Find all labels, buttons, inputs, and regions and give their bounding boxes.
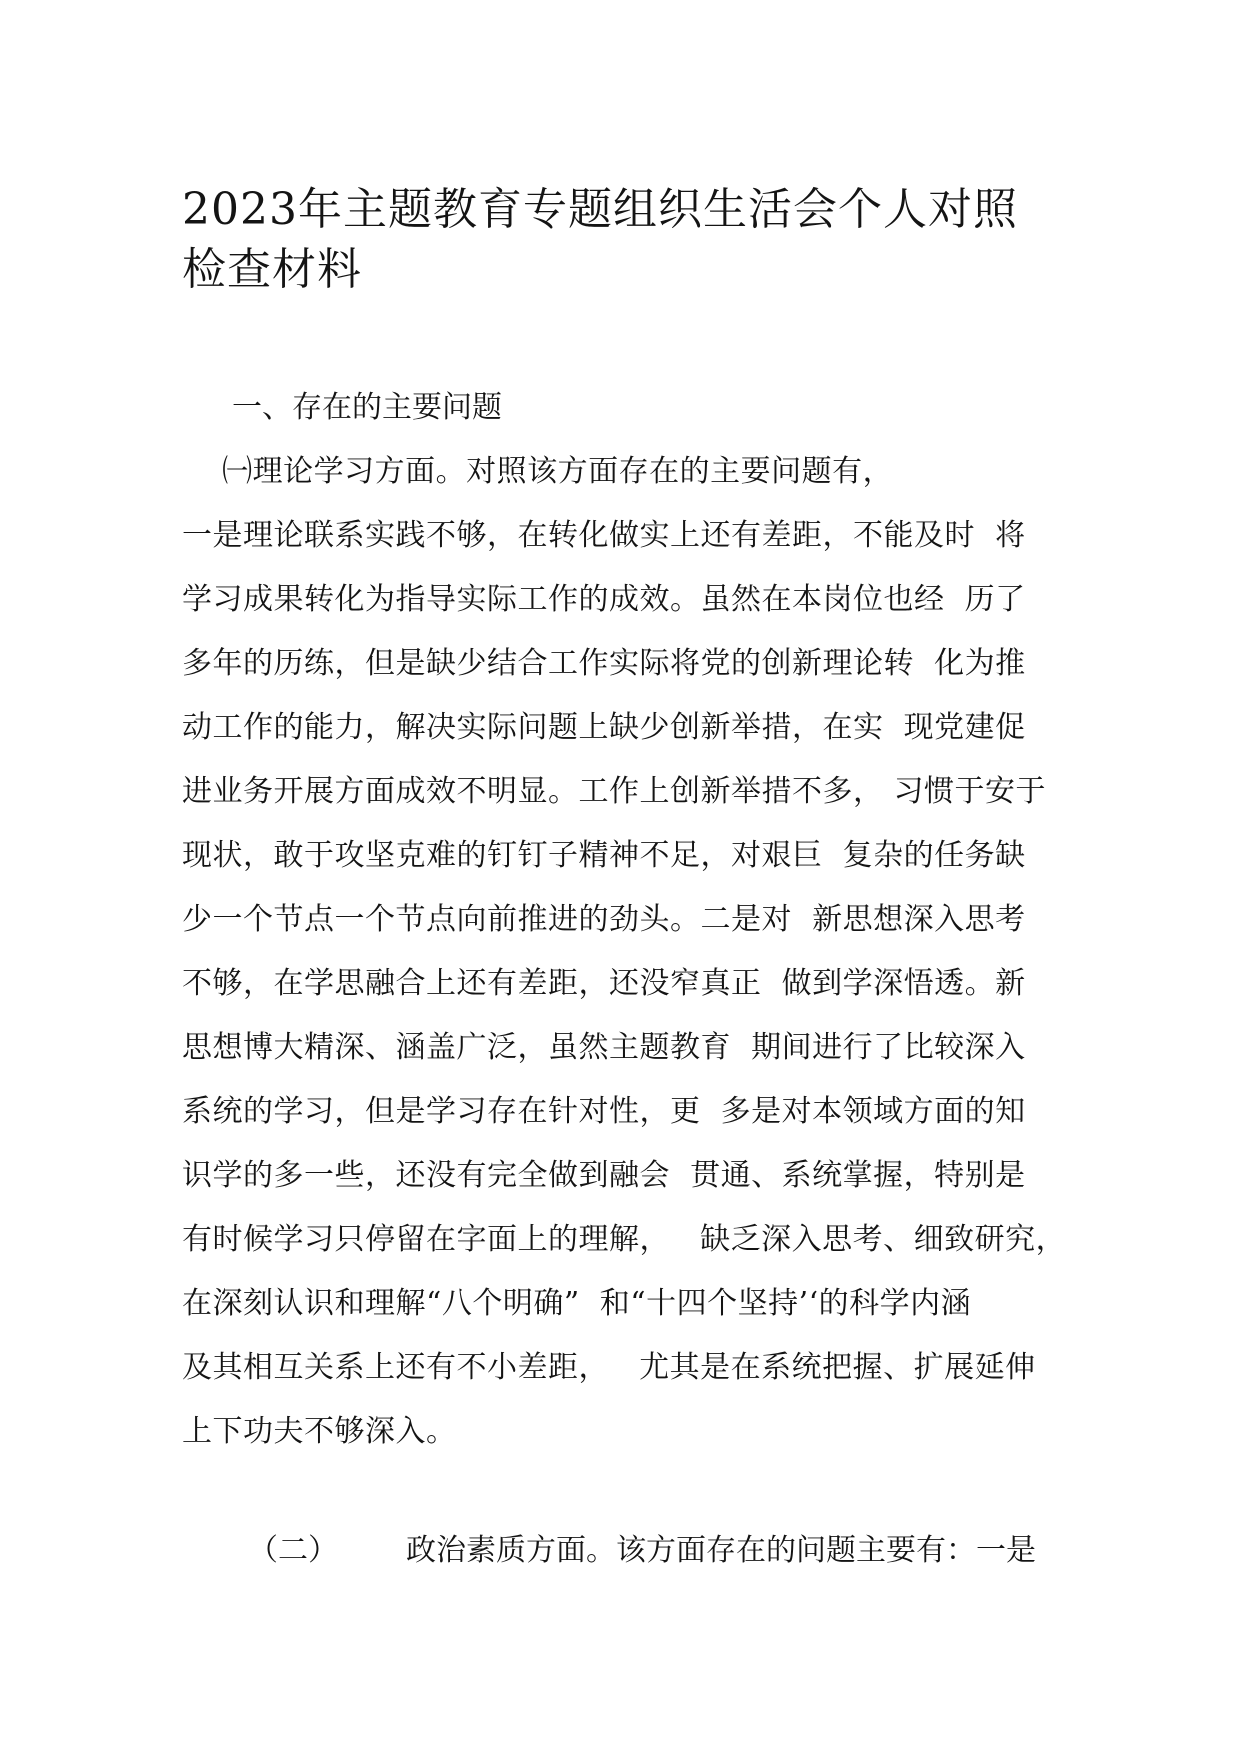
subsection-text: 政治素质方面。该方面存在的问题主要有：一是	[406, 1533, 1036, 1568]
section-heading: 一、存在的主要问题	[232, 390, 502, 425]
paragraph-line: ㈠理论学习方面。对照该方面存在的主要问题有，	[182, 454, 894, 489]
paragraph-line: 动工作的能力，解决实际问题上缺少创新举措，在实 现党建促	[182, 710, 1026, 745]
paragraph-line: 少一个节点一个节点向前推进的劲头。二是对 新思想深入思考	[182, 902, 1026, 937]
paragraph-line: 学习成果转化为指导实际工作的成效。虽然在本岗位也经 历了	[182, 582, 1026, 617]
paragraph-line: 不够，在学思融合上还有差距，还没窄真正 做到学深悟透。新	[182, 966, 1026, 1001]
paragraph-line: 上下功夫不够深入。	[182, 1414, 457, 1449]
paragraph-line: 进业务开展方面成效不明显。工作上创新举措不多， 习惯于安于	[182, 774, 1047, 809]
paragraph-line: 系统的学习，但是学习存在针对性，更 多是对本领域方面的知	[182, 1094, 1026, 1129]
subsection-label: （二）	[248, 1533, 338, 1568]
paragraph-line: 思想博大精深、涵盖广泛，虽然主题教育 期间进行了比较深入	[182, 1030, 1026, 1065]
paragraph-line: 有时候学习只停留在字面上的理解， 缺乏深入思考、细致研究，	[182, 1222, 1067, 1257]
title-line-2: 检查材料	[182, 244, 362, 295]
title-line-1: 2023年主题教育专题组织生活会个人对照	[182, 184, 1018, 235]
paragraph-line: 一是理论联系实践不够，在转化做实上还有差距，不能及时 将	[182, 518, 1026, 553]
document-title	[182, 180, 1082, 300]
paragraph-line: 及其相互关系上还有不小差距， 尤其是在系统把握、扩展延伸	[182, 1350, 1036, 1385]
paragraph-line: 识学的多一些，还没有完全做到融会 贯通、系统掌握，特别是	[182, 1158, 1026, 1193]
paragraph-line: 现状，敢于攻坚克难的钉钉子精神不足，对艰巨 复杂的任务缺	[182, 838, 1026, 873]
paragraph-line: 多年的历练，但是缺少结合工作实际将党的创新理论转 化为推	[182, 646, 1026, 681]
paragraph-line: 在深刻认识和理解“八个明确” 和“十四个坚持’‘的科学内涵	[182, 1286, 972, 1321]
